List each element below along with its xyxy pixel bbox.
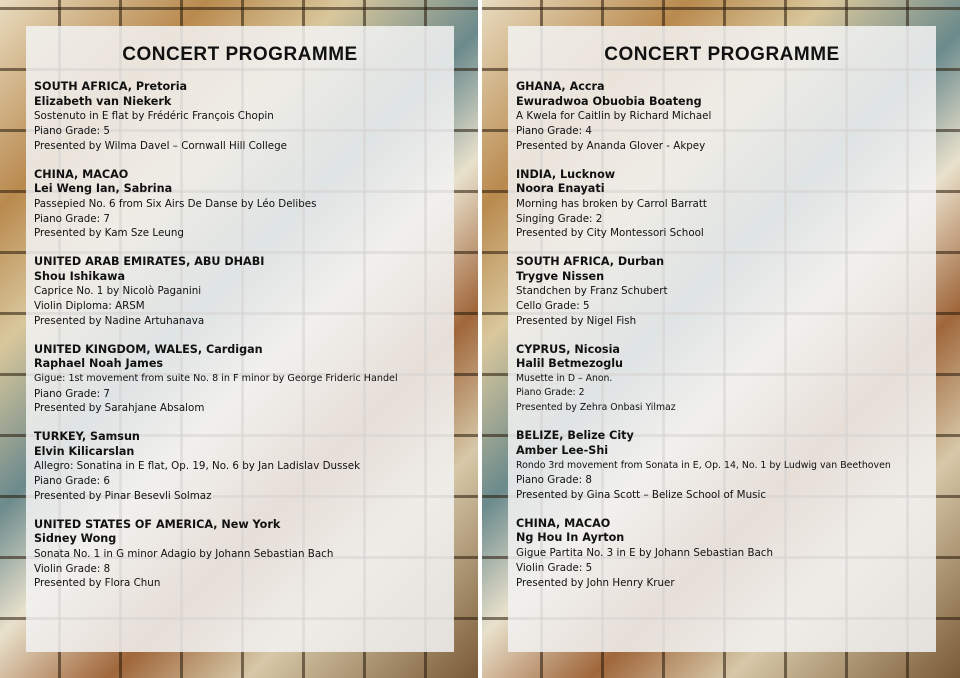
entry-performer: Noora Enayati (516, 182, 605, 196)
entry-grade: Piano Grade: 8 (516, 474, 592, 487)
entry-grade: Piano Grade: 7 (34, 387, 110, 400)
entry-location: SOUTH AFRICA, Pretoria (34, 80, 188, 93)
programme-panel (26, 26, 454, 652)
entry-location: CHINA, MACAO (516, 516, 611, 530)
page-title: CONCERT PROGRAMME (122, 44, 358, 65)
entry-piece: Standchen by Franz Schubert (516, 285, 668, 298)
entry-presenter: Presented by Sarahjane Absalom (34, 402, 205, 415)
entry-performer: Sidney Wong (34, 532, 117, 546)
programme-panel (508, 26, 936, 652)
programme-entry (516, 429, 928, 503)
entry-list (516, 80, 928, 604)
entry-piece: Gigue Partita No. 3 in E by Johann Sebastian Bach (516, 547, 773, 560)
programme-entry (34, 255, 446, 329)
entry-performer: Shou Ishikawa (34, 269, 126, 283)
entry-piece: Caprice No. 1 by Nicolò Paganini (34, 285, 202, 298)
programme-page-left (0, 0, 478, 678)
programme-entry (34, 343, 446, 417)
entry-location: GHANA, Accra (516, 80, 605, 93)
entry-location: CHINA, MACAO (34, 167, 129, 181)
programme-entry (516, 80, 928, 154)
entry-performer: Lei Weng Ian, Sabrina (34, 182, 173, 196)
entry-piece: Passepied No. 6 from Six Airs De Danse by Léo Delibes (34, 197, 317, 210)
entry-grade: Cello Grade: 5 (516, 300, 590, 313)
entry-piece: Morning has broken by Carrol Barratt (516, 197, 707, 210)
entry-location: SOUTH AFRICA, Durban (516, 255, 665, 269)
entry-location: BELIZE, Belize City (516, 429, 634, 443)
programme-entry (516, 517, 928, 591)
page-title: CONCERT PROGRAMME (604, 44, 840, 65)
entry-performer: Raphael Noah James (34, 357, 164, 371)
programme-entry (516, 168, 928, 242)
entry-presenter: Presented by Nigel Fish (516, 314, 637, 327)
entry-piece: A Kwela for Caitlin by Richard Michael (516, 110, 712, 123)
entry-presenter: Presented by John Henry Kruer (516, 576, 675, 589)
programme-entry (34, 430, 446, 504)
entry-grade: Singing Grade: 2 (516, 212, 603, 225)
entry-grade: Piano Grade: 7 (34, 212, 110, 225)
entry-presenter: Presented by Nadine Artuhanava (34, 314, 205, 327)
entry-grade: Piano Grade: 6 (34, 475, 110, 488)
programme-page-right (482, 0, 960, 678)
entry-list (34, 80, 446, 605)
entry-location: UNITED KINGDOM, WALES, Cardigan (34, 342, 263, 356)
entry-piece: Gigue: 1st movement from suite No. 8 in F minor by George Frideric Handel (34, 372, 398, 384)
entry-piece: Sonata No. 1 in G minor Adagio by Johann Sebastian Bach (34, 547, 334, 560)
entry-location: UNITED ARAB EMIRATES, ABU DHABI (34, 255, 265, 269)
programme-entry (34, 518, 446, 592)
entry-performer: Elizabeth van Niekerk (34, 94, 172, 108)
entry-piece: Rondo 3rd movement from Sonata in E, Op. 14, No. 1 by Ludwig van Beethoven (516, 459, 891, 471)
entry-location: CYPRUS, Nicosia (516, 342, 620, 356)
entry-grade: Violin Diploma: ARSM (34, 300, 145, 313)
entry-grade: Violin Grade: 5 (516, 561, 593, 574)
entry-presenter: Presented by Wilma Davel – Cornwall Hill College (34, 139, 288, 152)
entry-piece: Sostenuto in E flat by Frédéric François Chopin (34, 110, 274, 123)
entry-presenter: Presented by Pinar Besevli Solmaz (34, 489, 212, 502)
programme-entry (516, 255, 928, 329)
entry-performer: Amber Lee-Shi (516, 443, 609, 457)
entry-presenter: Presented by City Montessori School (516, 227, 704, 240)
entry-performer: Trygve Nissen (516, 269, 605, 283)
entry-presenter: Presented by Zehra Onbasi Yilmaz (516, 401, 676, 413)
entry-grade: Piano Grade: 4 (516, 125, 592, 138)
entry-piece: Allegro: Sonatina in E flat, Op. 19, No. 6 by Jan Ladislav Dussek (34, 460, 361, 473)
programme-entry (516, 343, 928, 416)
programme-entry (34, 80, 446, 154)
entry-performer: Ng Hou In Ayrton (516, 531, 625, 545)
entry-presenter: Presented by Flora Chun (34, 577, 161, 590)
programme-entry (34, 168, 446, 242)
entry-grade: Piano Grade: 5 (34, 125, 110, 138)
entry-performer: Ewuradwoa Obuobia Boateng (516, 94, 702, 108)
entry-grade: Violin Grade: 8 (34, 562, 111, 575)
entry-location: INDIA, Lucknow (516, 167, 616, 181)
entry-performer: Halil Betmezoglu (516, 357, 624, 371)
entry-presenter: Presented by Gina Scott – Belize School of Music (516, 488, 766, 501)
entry-piece: Musette in D – Anon. (516, 372, 613, 384)
entry-location: UNITED STATES OF AMERICA, New York (34, 517, 281, 531)
entry-performer: Elvin Kilicarslan (34, 444, 135, 458)
entry-presenter: Presented by Ananda Glover - Akpey (516, 139, 706, 152)
entry-grade: Piano Grade: 2 (516, 387, 585, 399)
entry-presenter: Presented by Kam Sze Leung (34, 227, 184, 240)
entry-location: TURKEY, Samsun (34, 430, 140, 444)
